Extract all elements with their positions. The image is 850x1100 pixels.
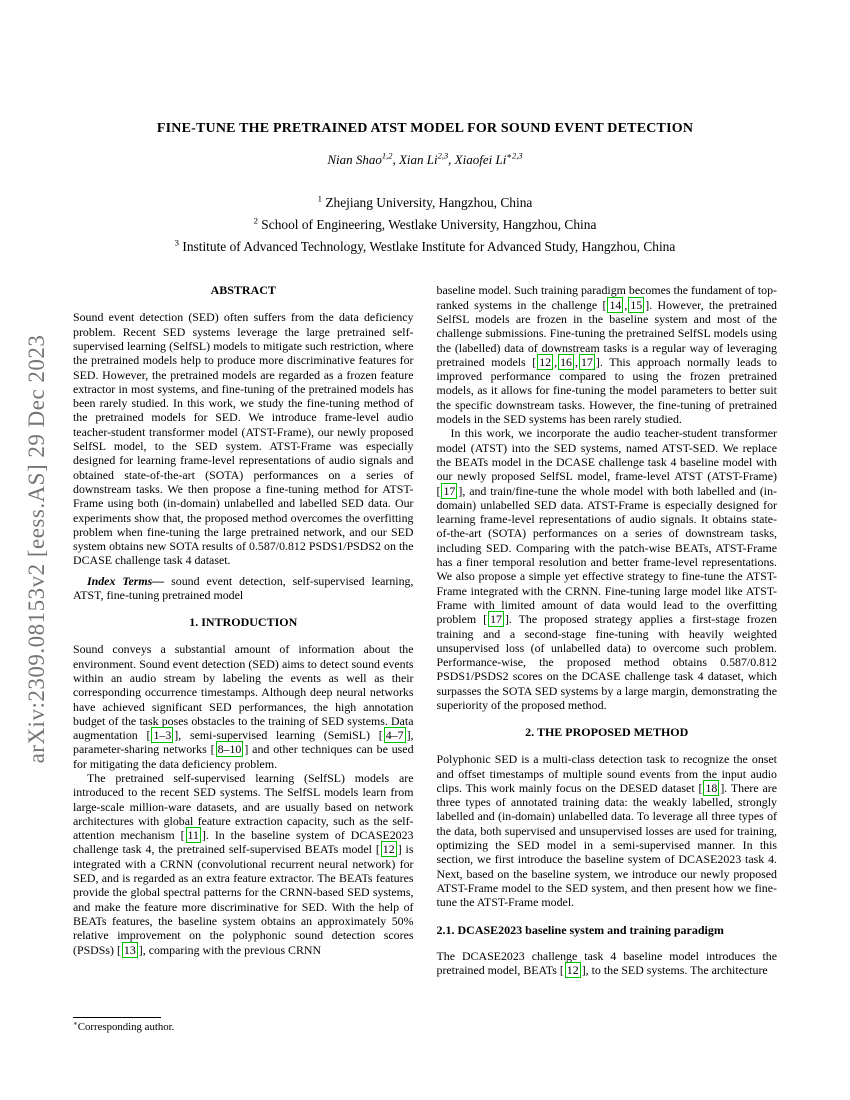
section-heading: 1. INTRODUCTION xyxy=(189,615,298,630)
citation-link[interactable]: 16 xyxy=(560,354,572,369)
affiliation: $^2$ School of Engineering, Westlake University, Hangzhou, China xyxy=(253,215,597,232)
paragraph: Sound conveys a substantial amount of information about the environment. Sound event detection (SED) aims to detect sound events within an audio stream by labeling the events as well as their corresponding occurrence timestamps. Although deep neural networks have achieved significant SED performances, the high annotation budget of the task poses obstacles to the training of SED systems. Data augmentation [ 1–3 ], semi-supervised learning (SemiSL) [ 4–7 ], parameter-sharing networks [ 8–10 ] and other techniques can be used for mitigating the data deficiency problem. xyxy=(73,642,414,771)
paper-title: FINE-TUNE THE PRETRAINED ATST MODEL FOR SOUND EVENT DETECTION xyxy=(156,121,694,136)
citation-link[interactable]: 17 xyxy=(443,483,456,498)
subsection-heading: 2.1. DCASE2023 baseline system and training paradigm xyxy=(436,922,724,937)
citation-link[interactable]: 18 xyxy=(705,780,718,795)
citation-link[interactable]: 17 xyxy=(490,612,502,627)
citation-link[interactable]: 15 xyxy=(630,297,643,312)
citation-link[interactable]: 4–7 xyxy=(385,728,404,743)
arxiv-watermark: arXiv:2309.08153v2 [eess.AS] 29 Dec 2023 xyxy=(24,334,49,764)
footnote-text xyxy=(73,1021,414,1033)
paragraph: Polyphonic SED is a multi-class detection task to recognize the onset and offset timestamps of multiple sound events from the input audio clips. This work mainly focus on the DESED dataset [ 18 ]. There are three types of annotated training data: the weakly labelled, strongly labelled and (in-domain) unlabelled data. To leverage all three types of the data, both supervised and unsupervised losses are used for training, optimizing the SED model in a semi-supervised manner. In this section, we first introduce the baseline system of DCASE2023 task 4. Next, based on the baseline system, we introduce our newly proposed ATST-Frame model to the SED system, and then present how we fine-tune the ATST-Frame model. xyxy=(436,752,778,910)
citation-link[interactable]: 13 xyxy=(123,942,136,957)
citation-link[interactable]: 17 xyxy=(580,354,593,369)
citation-link[interactable]: 14 xyxy=(609,297,622,312)
paragraph: The pretrained self-supervised learning (SelfSL) models are introduced to the recent SED systems. The SelfSL models learn from large-scale million-ware datasets, and are usually based on network architectures with global feature extraction capacity, such as the self-attention mechanism [ 11 ]. In the baseline system of DCASE2023 challenge task 4, the pretrained self-supervised BEATs model [ 12 ] is integrated with a CRNN (convolutional recurrent neural network) for SED, and is regarded as an extra feature extractor. The BEATs features provide the global spectral patterns for the CRNN-based SED systems, and make the feature more discriminative for SED. With the help of BEATs features, the baseline system obtains an approximately 50% relative improvement on the polyphonic sound detection scores (PSDSs) [ 13 ], comparing with the previous CRNN xyxy=(73,771,414,957)
affiliation: $^3$ Institute of Advanced Technology, Westlake Institute for Advanced Study, Hangzhou, China xyxy=(174,237,676,254)
citation-link[interactable]: 1–3 xyxy=(153,728,172,743)
paragraph: Sound event detection (SED) often suffers from the data deficiency problem. Recent SED systems leverage the large pretrained self-supervised learning (SelfSL) models to mitigate such restriction, where the pretrained models help to produce more discriminative features for SED. However, the pretrained models are regarded as a frozen feature extractor in most systems, and fine-tuning of the pretrained models has been rarely studied. In this work, we study the fine-tuning method of the pretrained models for SED. We introduce frame-level audio teacher-student transformer model (ATST-Frame), our newly proposed SelfSL model, to the SED system. ATST-Frame was especially designed for learning frame-level representations of audio signals and obtained state-of-the-art (SOTA) performances on a series of downstream tasks. We then propose a fine-tuning method for ATST-Frame using both (in-domain) unlabelled and labelled SED data. Our experiments show that, the proposed method overcomes the overfitting problem when fine-tuning the large pretrained network, and our SED system obtains new SOTA results of 0.587/0.812 PSDS1/PSDS2 on the DCASE challenge task 4 dataset. xyxy=(73,310,414,568)
section-heading: ABSTRACT xyxy=(210,283,276,298)
affiliation-list xyxy=(0,192,850,257)
citation-link[interactable]: 12 xyxy=(566,962,579,977)
paragraph: The DCASE2023 challenge task 4 baseline model introduces the pretrained model, BEATs [ 12 ], to the SED systems. The architecture xyxy=(436,948,777,977)
footnote xyxy=(73,1017,414,1035)
affiliation: $^1$ Zhejiang University, Hangzhou, China xyxy=(317,193,533,210)
left-column-flow xyxy=(73,283,414,956)
index-terms-label: Index Terms— xyxy=(87,573,165,588)
author-line: Nian Shao$^{1,2}$, Xian Li$^{2,3}$, Xiaofei $Li^{∗2,3}$ xyxy=(327,150,523,167)
citation-link[interactable]: 12 xyxy=(539,354,552,369)
section-heading: 2. THE PROPOSED METHOD xyxy=(525,725,689,740)
footnote-marker: ∗ xyxy=(73,1019,78,1028)
author: Xian Li$^{2,3}$ xyxy=(398,150,449,167)
index-terms: Index Terms— sound event detection, self-supervised learning, ATST, fine-tuning pretrained model xyxy=(73,573,414,603)
paragraph: baseline model. Such training paradigm becomes the fundament of top-ranked systems in the challenge [ 14 , 15 ]. However, the pretrained SelfSL models are frozen in the baseline system and most of the challenge submissions. Fine-tuning the pretrained SelfSL models using the (labelled) data of downstream tasks is a regular way of leveraging pretrained models [ 12 , 16 , 17 ]. This approach normally leads to improved performance compared to using the frozen pretrained models, as it allows for fine-tuning the model parameters to better suit the specific downstream tasks. However, the fine-tuning of pretrained models in the SED systems has been rarely studied. xyxy=(436,283,777,427)
citation-link[interactable]: 8–10 xyxy=(217,742,242,757)
author: Xiaofei $Li^{∗2,3}$ xyxy=(454,150,523,167)
right-column xyxy=(437,283,778,1035)
left-column xyxy=(73,283,414,1035)
paragraph: In this work, we incorporate the audio teacher-student transformer model (ATST) into the SED systems, named ATST-SED. We replace the BEATs model in the DCASE challenge task 4 baseline model with our newly proposed SelfSL model, frame-level ATST (ATST-Frame) [ 17 ], and train/fine-tune the whole model with both labelled and (in-domain) unlabelled SED data. ATST-Frame is especially designed for learning frame-level representations of audio signals. It obtains state-of-the-art (SOTA) performances on a series of downstream tasks, including SED. Comparing with the patch-wise BEATs, ATST-Frame has a finer temporal resolution and better frame-level representations. We also propose a simple yet effective strategy to fine-tune the ATST-Frame integrated with the CRNN. Fine-tuning large model like ATST-Frame with limited amount of data would lead to the overfitting problem [ 17 ]. The proposed strategy applies a first-stage frozen training and a second-stage fine-tuning with heavily weighted unsupervised loss (of unlabelled data) to overcome such problem. Performance-wise, the proposed method obtains 0.587/0.812 PSDS1/PSDS2 scores on the DCASE challenge task 4 dataset, which surpasses the SOTA SED systems by a large margin, demonstrating the superiority of the proposed method. xyxy=(436,426,777,712)
footnote-label: Corresponding author. xyxy=(77,1021,175,1034)
two-column-body xyxy=(73,283,777,1035)
author: Nian Shao$^{1,2}$ xyxy=(327,150,393,167)
citation-link[interactable]: 12 xyxy=(382,842,395,857)
footnote-rule xyxy=(73,1017,161,1018)
citation-link[interactable]: 11 xyxy=(187,828,199,843)
